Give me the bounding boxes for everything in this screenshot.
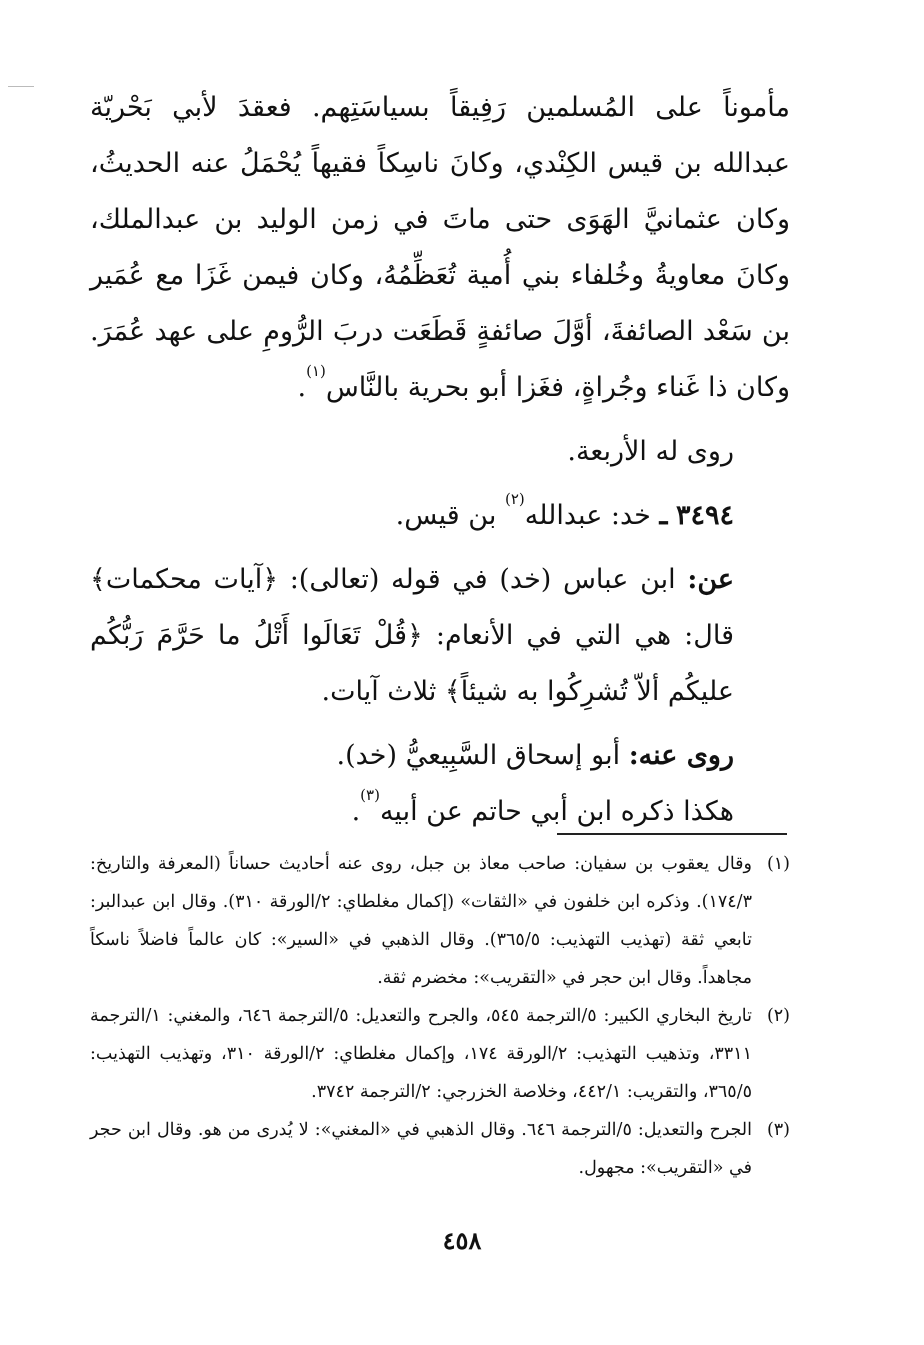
biography-text: مأموناً على المُسلمين رَفِيقاً بسياسَتِهم. فعقدَ لأبي بَحْريّة عبدالله بن قيس الكِنْدي، وكانَ ناسِكاً فقيهاً يُحْمَلُ عنه الحديثُ، وكان عثمانيَّ الهَوَى حتى ماتَ في زمن الوليد بن عبدالملك، وكانَ معاويةُ وخُلفاء بني أُمية تُعَظِّمُهُ، وكان فيمن غَزَا مع عُمَير بن سَعْد الصائفةَ، أوَّلَ صائفةٍ قَطَعَت دربَ الرُّومِ على عهد عُمَرَ. وكان ذا غَناء وجُراةٍ، فغَزا أبو بحرية بالنَّاس — [90, 92, 790, 403]
footnote-1 — [90, 845, 790, 997]
an-paragraph — [90, 552, 790, 720]
footnote-ref-3: (٣) — [360, 786, 380, 804]
hakadha-end: . — [351, 796, 361, 827]
entry-name: عبدالله — [524, 500, 603, 531]
entry-code: خد — [620, 500, 651, 531]
an-label: عن: — [687, 564, 734, 595]
rawa-anhu-line — [90, 728, 790, 784]
hakadha-line — [90, 784, 790, 840]
biography-end: . — [297, 372, 307, 403]
entry-number: ٣٤٩٤ — [675, 500, 734, 531]
footnote-text: وقال يعقوب بن سفيان: صاحب معاذ بن جبل، روى عنه أحاديث حساناً (المعرفة والتاريخ: ١٧٤/٣). وذكره ابن خلفون في «الثقات» (إكمال مغلطاي: ٢/الورقة ٣١٠). وقال ابن عبدالبر: تابعي ثقة (تهذيب التهذيب: ٣٦٥/٥). وقال الذهبي في «السير»: كان عالماً فاضلاً ناسكاً مجاهداً. وقال ابن حجر في «التقريب»: مخضرم ثقة. — [90, 854, 752, 988]
footnote-text: تاريخ البخاري الكبير: ٥/الترجمة ٥٤٥، والجرح والتعديل: ٥/الترجمة ٦٤٦، والمغني: ١/الترجمة ٣٣١١، وتذهيب التهذيب: ٢/الورقة ١٧٤، وإكمال مغلطاي: ٢/الورقة ٣١٠، وتهذيب التهذيب: ٣٦٥/٥، والتقريب: ٤٤٢/١، وخلاصة الخزرجي: ٢/الترجمة ٣٧٤٢. — [90, 1006, 752, 1102]
main-text — [90, 80, 790, 840]
rawa-anhu-label: روى عنه: — [628, 740, 734, 771]
an-text: ابن عباس (خد) في قوله (تعالى): ﴿آيات محكمات﴾ قال: هي التي في الأنعام: ﴿قُلْ تَعَالَوا أَتْلُ ما حَرَّمَ رَبُّكُم عليكُم ألاّ تُشرِكُوا به شيئاً﴾ ثلاث آيات. — [90, 564, 734, 707]
biography-paragraph — [90, 80, 790, 416]
footnote-ref-1: (١) — [306, 362, 326, 380]
footnote-text: الجرح والتعديل: ٥/الترجمة ٦٤٦. وقال الذهبي في «المغني»: لا يُدرى من هو. وقال ابن حجر في «التقريب»: مجهول. — [90, 1120, 752, 1178]
footnote-number: (٣) — [766, 1120, 790, 1140]
scan-margin-mark — [8, 86, 34, 87]
entry-rest: بن قيس. — [395, 500, 497, 531]
footnote-separator — [557, 833, 787, 835]
footnote-3 — [90, 1111, 790, 1187]
entry-heading: ٣٤٩٤ ـ خد: عبدالله$^{(٢)}$ بن قيس. — [395, 490, 734, 531]
footnote-number: (١) — [766, 854, 790, 874]
footnotes — [90, 845, 790, 1187]
rawa-anhu-text: أبو إسحاق السَّبِيعيُّ (خد). — [336, 740, 621, 771]
entry-dash: ـ — [659, 500, 668, 531]
page-number: ٤٥٨ — [442, 1226, 482, 1255]
hakadha-text: هكذا ذكره ابن أبي حاتم عن أبيه — [379, 796, 734, 827]
footnote-number: (٢) — [766, 1006, 790, 1026]
footnote-2 — [90, 997, 790, 1111]
footnote-ref-2: (٢) — [504, 490, 525, 508]
narrators-line: روى له الأربعة. — [567, 436, 734, 467]
